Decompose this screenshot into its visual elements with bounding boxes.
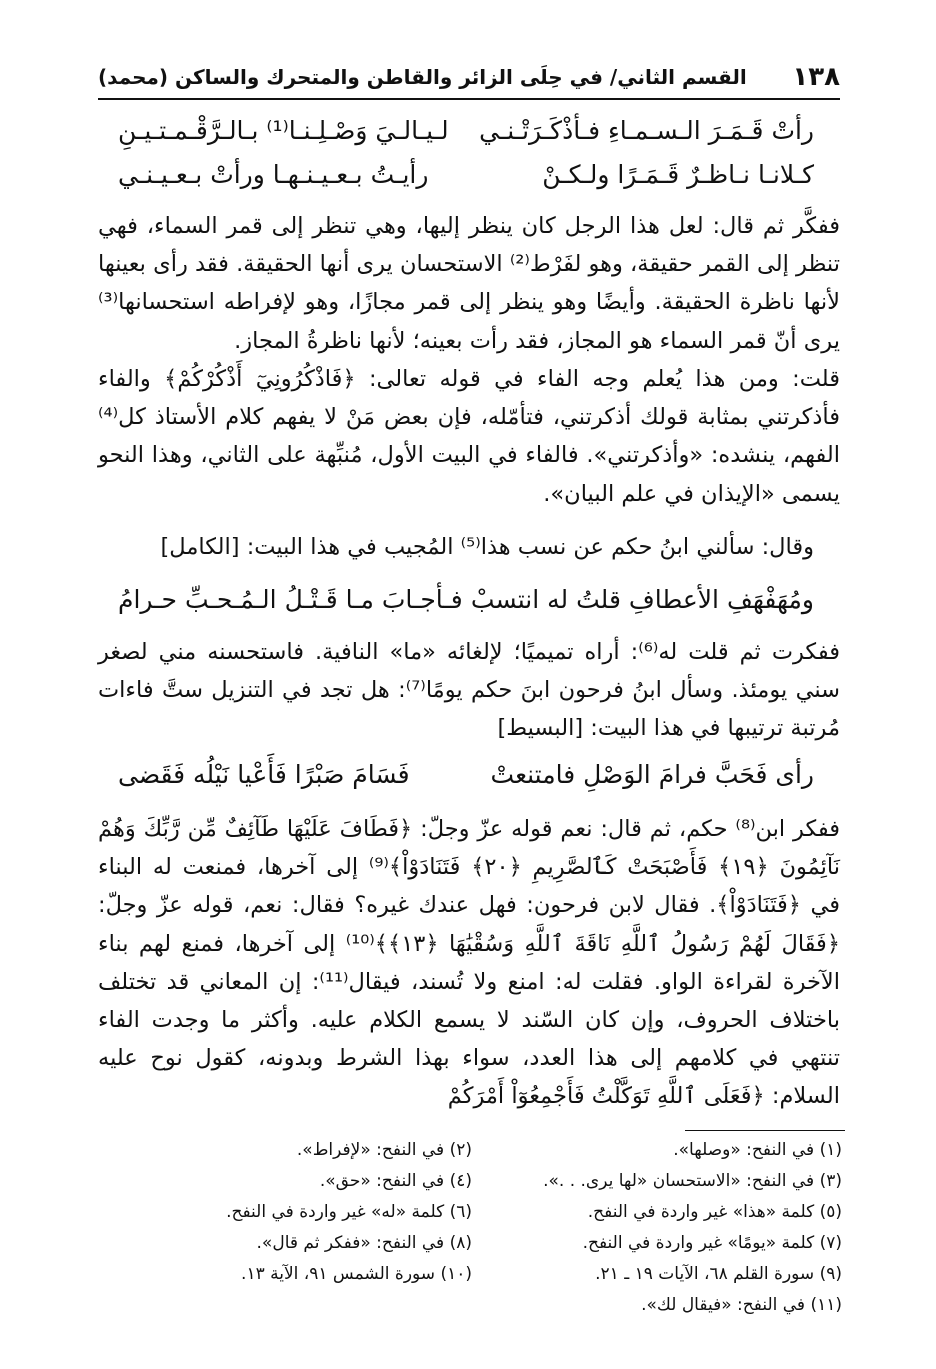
verse-3-hemistich-1: ومُهَفْهَفِ الأعطافِ قلتُ له انتسبْ [470,585,814,614]
footnote-5: (٥) كلمة «هذا» غير واردة في النفح. [587,1202,842,1222]
footnote-9: (٩) سورة القلم ٦٨، الآيات ١٩ ـ ٢١. [595,1264,842,1284]
footnote-10: (١٠) سورة الشمس ٩١، الآية ١٣. [241,1264,472,1284]
verse-4-hemistich-2: فَسَامَ صَبْرًا فَأَعْيا نَيْلُه فَقَضى [118,760,410,789]
paragraph-4: ففكر ابن⁽⁸⁾ حكم، ثم قال: نعم قوله عزّ وجلّ: ﴿فَطَافَ عَلَيْهَا طَآئِفٌ مِّن رَّبِّكَ وَهُمْ نَآئِمُونَ ﴿١٩﴾ فَأَصْبَحَتْ كَٱلصَّرِيمِ ﴿٢٠﴾ فَتَنَادَوْاْ﴾⁽⁹⁾ إلى آخرها، فمنعت له البناء في ﴿فَتَنَادَوْاْ﴾. فقال لابن فرحون: فهل عندك غيره؟ فقال: نعم، قوله عزّ وجلّ: ﴿فَقَالَ لَهُمْ رَسُولُ ٱللَّهِ نَاقَةَ ٱللَّهِ وَسُقْيَٰهَا ﴿١٣﴾﴾⁽¹⁰⁾ إلى آخرها، فمنع لهم بناء الآخرة لقراءة الواو. فقلت له: امنع ولا تُسند، فيقال⁽¹¹⁾: إن المعاني قد تختلف باختلاف الحروف، وإن كان السّند لا يسمع الكلام عليه. وأكثر ما وجدت الفاء تنتهي في كلامهم إلى هذا العدد، سواء بهذا الشرط وبدونه، كقول نوح عليه السلام: ﴿فَعَلَى ٱللَّهِ تَوَكَّلْتُ فَأَجْمِعُوٓاْ أَمْرَكُمْ [98,816,841,1110]
verse-2-hemistich-1: كـلانـا نـاظـرٌ قَـمَـرًا ولـكـنْ [542,160,814,189]
footnote-11: (١١) في النفح: «فيقال لك». [641,1295,842,1315]
footnote-2: (٢) في النفح: «لإفراط». [296,1140,472,1160]
line-qal: وقال: سألني ابنُ حكم عن نسب هذا⁽⁵⁾ المُجيب في هذا البيت: [الكامل] [160,534,814,560]
footnote-6: (٦) كلمة «له» غير واردة في النفح. [226,1202,472,1222]
page-header [98,58,840,100]
verse-2-hemistich-2: رأيـتُ بـعـيـنـهـا ورأتْ بـعـيـنـي [118,160,429,189]
footnote-rule [685,1130,845,1131]
verse-3-hemistich-2: فـأجـابَ مـا قَـتْـلُ الـمُـحـبِّ حـرامُ [118,585,463,614]
paragraph-2: قلت: ومن هذا يُعلم وجه الفاء في قوله تعالى: ﴿فَاذْكُرُونِيٓ أَذْكُرْكُمْ﴾ والفاء فأذكرتني بمثابة قولك أذكرتني، فتأمّله، فإن بعض مَنْ لا يفهم كلام الأستاذ كل⁽⁴⁾ الفهم، ينشده: «وأذكرتني». فالفاء في البيت الأول، مُنبِّهة على الثاني، وهذا النحو يسمى «الإيذان في علم البيان». [98,366,840,507]
page-number: ١٣٨ [792,62,840,92]
footnote-1: (١) في النفح: «وصلها». [673,1140,842,1160]
paragraph-1: ففكَّر ثم قال: لعل هذا الرجل كان ينظر إليها، وهي تنظر إلى قمر السماء، فهي تنظر إلى القمر حقيقة، وهو لفَرْط⁽²⁾ الاستحسان يرى أنها الحقيقة. فقد رأى بعينها لأنها ناظرة الحقيقة. وأيضًا وهو ينظر إلى قمر مجازًا، وهو لإفراطه استحسانها⁽³⁾ يرى أنّ قمر السماء هو المجاز، فقد رأت بعينه؛ لأنها ناظرةُ المجاز. [98,213,840,354]
verse-1-hemistich-1: رأتْ قَـمَـرَ الـسـمـاءِ فـأذْكَـرَتْـنـي [479,116,814,145]
footnote-4: (٤) في النفح: «حق». [319,1171,472,1191]
verse-4-hemistich-1: رأى فَحَبَّ فرامَ الوَصْلِ فامتنعتْ [490,760,814,789]
footnote-8: (٨) في النفح: «ففكر ثم قال». [256,1233,472,1253]
paragraph-3: ففكرت ثم قلت له⁽⁶⁾: أراه تميميًا؛ لإلغائه «ما» النافية. فاستحسنه مني لصغر سني يومئذ. وسأل ابنُ فرحون ابنَ حكم يومًا⁽⁷⁾: هل تجد في التنزيل ستَّ فاءات مُرتبة ترتيبها في هذا البيت: [البسيط] [98,639,840,742]
running-title: القسم الثاني/ في حِلَى الزائر والقاطن والمتحرك والساكن (محمد) [98,65,747,89]
footnote-7: (٧) كلمة «يومًا» غير واردة في النفح. [582,1233,842,1253]
verse-1-hemistich-2: لـيـالـيَ وَصْـلِـنـا⁽¹⁾ بـالـرَّقْـمـتـيـنِ [118,116,449,145]
footnote-3: (٣) في النفح: «الاستحسان «لها يرى. . .». [543,1171,842,1191]
